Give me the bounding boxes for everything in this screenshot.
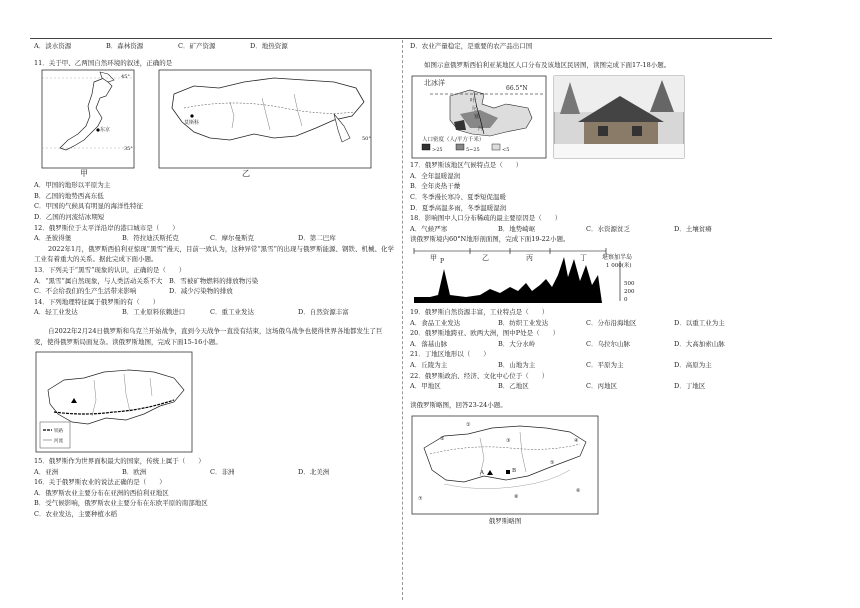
arctic-circle-label: 66.5°N xyxy=(506,85,528,93)
q15-option-c: C．非洲 xyxy=(210,467,235,476)
density-legend-low: <5 xyxy=(502,147,510,154)
river-char-3: 塞 xyxy=(474,114,480,121)
q18-options xyxy=(410,224,780,235)
q15-option-b: B．欧洲 xyxy=(122,467,147,476)
q14-option-c: C．重工业发达 xyxy=(210,308,254,317)
scale-500: 500 xyxy=(624,280,635,287)
q11-option-a: A．甲国的地形以平原为主 xyxy=(34,181,111,190)
passage-black-snow: 2022年1月，俄罗斯西伯利亚惊现“黑雪”漫天，目前一致认为，这种异常“黑雪”的出现与俄罗斯能源、钢铁、机械、化学工业有着重大的关系。据此完成下面小题。 xyxy=(34,244,394,264)
q12-option-d: D．第二巴库 xyxy=(298,234,336,243)
legend-river: 河流 xyxy=(54,439,63,445)
marker-7: ⑦ xyxy=(418,496,423,503)
marker-3: ③ xyxy=(506,438,511,445)
q16-option-c: C．农业发达，主要种植水稻 xyxy=(34,510,117,519)
q13-option-a: A．“黑雪”属自然现象，与人类活动关系不大 xyxy=(34,276,163,285)
q13-option-b: B．雪被矿物燃料的排放物污染 xyxy=(169,276,259,285)
q19-option-b: B．纺织工业发达 xyxy=(498,318,549,327)
marker-8: ⑧ xyxy=(514,494,519,501)
passage-siberia: 如图示意俄罗斯西伯利亚某地区人口分布及该地区民居图，读图完成下面17-18小题。 xyxy=(424,60,671,69)
q17-option-b: B．全年炎热干燥 xyxy=(410,182,461,191)
passage-war: 自2022年2月24日俄罗斯和乌克兰开始战争，直到今天战争一直没有结束，这场俄乌战争也使得世界各地都发生了巨变，使得俄罗斯局面复杂。读俄罗斯地图，完成下面15-16小题。 xyxy=(34,326,383,346)
q11-stem: 11．关于甲、乙两国自然环境的叙述，正确的是 xyxy=(34,58,173,67)
scale-1000: 1 000(米) xyxy=(606,262,632,269)
region-bing: 丙 xyxy=(526,253,533,262)
q21-option-c: C．平原为主 xyxy=(586,360,624,369)
scale-200: 200 xyxy=(624,288,635,295)
q11-option-d: D．乙国的河流结冰期短 xyxy=(34,212,105,221)
q16-stem: 16．关于俄罗斯农业的说法正确的是（ ） xyxy=(34,478,166,487)
q16-option-d: D．农业产量稳定，是重要的农产品出口国 xyxy=(410,42,533,50)
marker-6: ⑥ xyxy=(576,488,581,495)
figure-population xyxy=(410,74,780,160)
q13-option-d: D．减少污染物的排放 xyxy=(169,287,233,296)
q15-stem: 15．俄罗斯作为世界面积最大的国家，传统上属于（ ） xyxy=(34,457,205,466)
japan-lat35-label: 35° xyxy=(124,146,133,153)
left-column xyxy=(34,41,394,520)
passage-profile: 读俄罗斯境内60°N地形剖面图，完成下面19-22小题。 xyxy=(410,235,570,244)
q10-option-c: C．矿产资源 xyxy=(178,42,216,50)
q10-option-d: D．地热资源 xyxy=(250,42,288,50)
q14-options xyxy=(34,307,394,318)
q22-option-b: B．乙地区 xyxy=(498,382,529,391)
q18-option-a: A．气候严寒 xyxy=(410,224,448,233)
point-a-label: A xyxy=(480,470,484,477)
region-yi: 乙 xyxy=(482,253,489,262)
q20-option-d: D．大高加索山脉 xyxy=(674,339,725,348)
q10-options xyxy=(34,41,394,52)
q19-stem: 19．俄罗斯自然资源丰富，工业特点是（ ） xyxy=(410,307,549,316)
q21-option-d: D．高原为主 xyxy=(674,360,712,369)
q10-option-a: A．淡水资源 xyxy=(34,42,72,50)
q18-option-b: B．地势崎岖 xyxy=(498,224,536,233)
q22-option-d: D．丁地区 xyxy=(674,382,706,391)
sketch-caption: 俄罗斯略图 xyxy=(488,517,522,526)
figure-russia-sketch xyxy=(410,414,600,516)
q22-options xyxy=(410,381,780,392)
q14-stem: 14．下列地理特征属于俄罗斯的有（ ） xyxy=(34,297,160,306)
q15-options xyxy=(34,467,394,478)
map-japan-russia xyxy=(34,68,374,180)
q21-options xyxy=(410,360,780,371)
q20-options xyxy=(410,339,780,350)
population-map-and-photo xyxy=(410,74,690,160)
q18-option-d: D．土壤贫瘠 xyxy=(674,224,712,233)
marker-1: ① xyxy=(466,422,471,429)
peak-p-label: P xyxy=(440,257,445,265)
q13-options-row1 xyxy=(34,276,394,287)
right-column xyxy=(410,41,780,527)
passage-sketch: 读俄罗斯略图，回答23-24小题。 xyxy=(410,400,507,409)
figure-japan-russia xyxy=(34,68,394,180)
q11-option-c: C．甲国的气候具有明显的海洋性特征 xyxy=(34,202,143,211)
river-char-4: 河 xyxy=(478,126,484,133)
q22-option-a: A．甲地区 xyxy=(410,382,441,391)
river-char-1: 叶 xyxy=(470,98,476,105)
top-rule xyxy=(30,38,772,39)
marker-2: ② xyxy=(440,436,445,443)
q20-option-a: A．落基山脉 xyxy=(410,339,448,348)
q18-option-c: C．水资源贫乏 xyxy=(586,224,630,233)
q12-option-b: B．符拉迪沃斯托克 xyxy=(122,234,179,243)
column-divider xyxy=(402,40,403,600)
legend-railway: 铁路 xyxy=(54,429,63,435)
scale-0: 0 xyxy=(624,296,628,303)
figure-profile xyxy=(410,245,780,307)
q16-option-a: A．俄罗斯农业主要分布在亚洲的西伯利亚地区 xyxy=(34,488,169,497)
q10-option-b: B．森林资源 xyxy=(106,42,144,50)
q21-option-a: A．丘陵为主 xyxy=(410,360,448,369)
q11-option-b: B．乙国的地势西高东低 xyxy=(34,191,104,200)
q15-option-d: D．北美洲 xyxy=(298,467,330,476)
kamchatka-label: 堪察加半岛 xyxy=(602,253,633,261)
q21-option-b: B．山地为主 xyxy=(498,360,536,369)
japan-figure-label: 甲 xyxy=(80,169,88,179)
marker-4: ④ xyxy=(574,438,579,445)
japan-lat45-label: 45° xyxy=(121,74,130,81)
q12-option-c: C．摩尔曼斯克 xyxy=(210,234,254,243)
figure-russia-map xyxy=(34,350,394,456)
river-char-2: 尼 xyxy=(472,106,478,113)
tokyo-label: 东京 xyxy=(100,127,111,134)
q17-option-d: D．夏季高温多雨，冬季温暖湿润 xyxy=(410,203,507,212)
point-b-label: B xyxy=(512,468,517,475)
q12-option-a: A．圣彼得堡 xyxy=(34,234,72,243)
q14-option-a: A．轻工业发达 xyxy=(34,308,78,317)
q19-option-c: C．分布沿海地区 xyxy=(586,318,637,327)
q12-options xyxy=(34,233,394,244)
region-jia: 甲 xyxy=(430,253,437,262)
q13-options-row2 xyxy=(34,286,394,297)
q17-stem: 17．俄罗斯该地区气候特点是（ ） xyxy=(410,161,523,170)
arctic-ocean-label: 北冰洋 xyxy=(424,79,445,88)
q22-option-c: C．丙地区 xyxy=(586,382,617,391)
q19-options xyxy=(410,318,780,329)
moscow-label: 莫斯科 xyxy=(184,120,200,127)
q13-stem: 13．下列关于“黑雪”现象的认识，正确的是（ ） xyxy=(34,265,186,274)
q18-stem: 18．影响图中人口分布稀疏的最主要原因是（ ） xyxy=(410,214,562,223)
density-legend-title: 人口密度（人/平方千米） xyxy=(422,137,485,144)
q20-stem: 20．俄罗斯地跨亚、欧两大洲，图中P处是（ ） xyxy=(410,329,560,338)
russia-sketch-map xyxy=(410,414,600,516)
russia-figure-label: 乙 xyxy=(242,169,250,179)
q13-option-c: C．不会给我们的生产生活带来影响 xyxy=(34,287,137,296)
marker-5: ⑤ xyxy=(550,460,555,467)
density-legend-high: >25 xyxy=(432,147,443,154)
q20-option-c: C．乌拉尔山脉 xyxy=(586,339,630,348)
russia-lat50-label: 50° xyxy=(362,136,371,143)
q20-option-b: B．大分水岭 xyxy=(498,339,536,348)
q12-stem: 12．俄罗斯位于太平洋沿岸的港口城市是（ ） xyxy=(34,223,179,232)
density-legend-mid: 5~25 xyxy=(466,147,480,154)
q15-option-a: A．亚洲 xyxy=(34,467,59,476)
q14-option-b: B．工业原料依赖进口 xyxy=(122,308,186,317)
q21-stem: 21．丁地区地形以（ ） xyxy=(410,350,490,359)
region-ding: 丁 xyxy=(580,253,587,262)
q16-option-b: B．受气候影响，俄罗斯农业主要分布在东欧平原的南部地区 xyxy=(34,499,208,508)
q22-stem: 22．俄罗斯政治、经济、文化中心位于（ ） xyxy=(410,371,549,380)
q19-option-a: A．食品工业发达 xyxy=(410,318,461,327)
q17-option-a: A．全年温暖湿润 xyxy=(410,171,461,180)
q17-option-c: C．冬季漫长寒冷、夏季短促温暖 xyxy=(410,192,506,201)
q14-option-d: D．自然资源丰富 xyxy=(298,308,349,317)
q19-option-d: D．以重工业为主 xyxy=(674,318,725,327)
